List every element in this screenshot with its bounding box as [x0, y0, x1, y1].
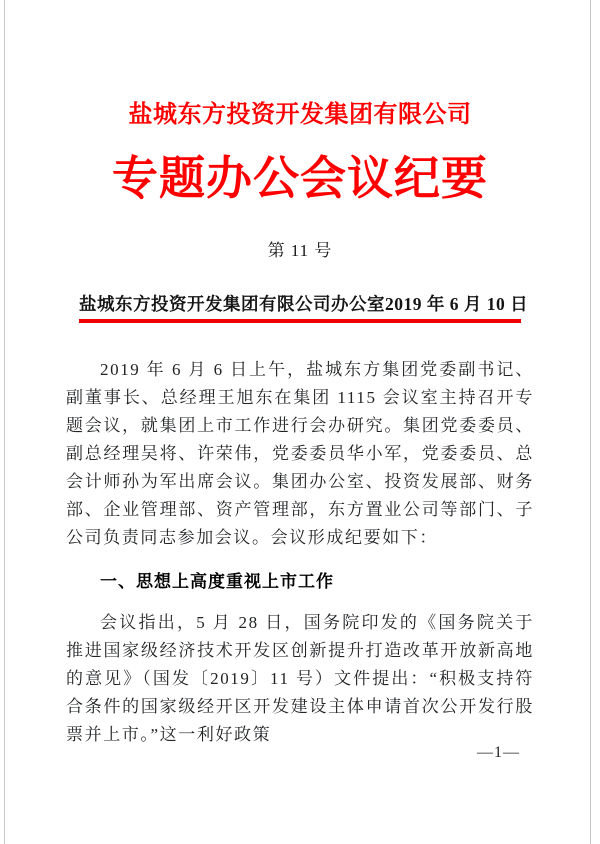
document-number: 第 11 号	[267, 241, 333, 260]
organization-title: 盐城东方投资开发集团有限公司	[128, 102, 472, 128]
body-paragraph-2: 会议指出，5 月 28 日，国务院印发的《国务院关于推进国家级经济技术开发区创新提升打造改革开放新高地的意见》（国发〔2019〕11 号）文件提出：“积极支持符合条件的国家级经开区开发建设主体申请首次公开发行股票并上市。”这一利好政策	[66, 613, 534, 744]
issue-date: 2019 年 6 月 10 日	[385, 294, 529, 314]
page-number: —1—	[477, 744, 520, 761]
section-heading-1: 一、思想上高度重视上市工作	[100, 572, 334, 591]
issuer-office: 盐城东方投资开发集团有限公司办公室	[79, 294, 385, 314]
document-body	[66, 356, 534, 749]
issuer-date-row	[79, 291, 529, 316]
red-divider-rule	[79, 319, 521, 323]
body-paragraph-1: 2019 年 6 月 6 日上午，盐城东方集团党委副书记、副董事长、总经理王旭东在集团 1115 会议室主持召开专题会议，就集团上市工作进行会办研究。集团党委委员、副总经理吴将、许荣伟，党委委员华小军，党委委员、总会计师孙为军出席会议。集团办公室、投资发展部、财务部、企业管理部、资产管理部，东方置业公司等部门、子公司负责同志参加会议。会议形成纪要如下：	[66, 360, 534, 547]
document-title: 专题办公会议纪要	[112, 153, 488, 204]
